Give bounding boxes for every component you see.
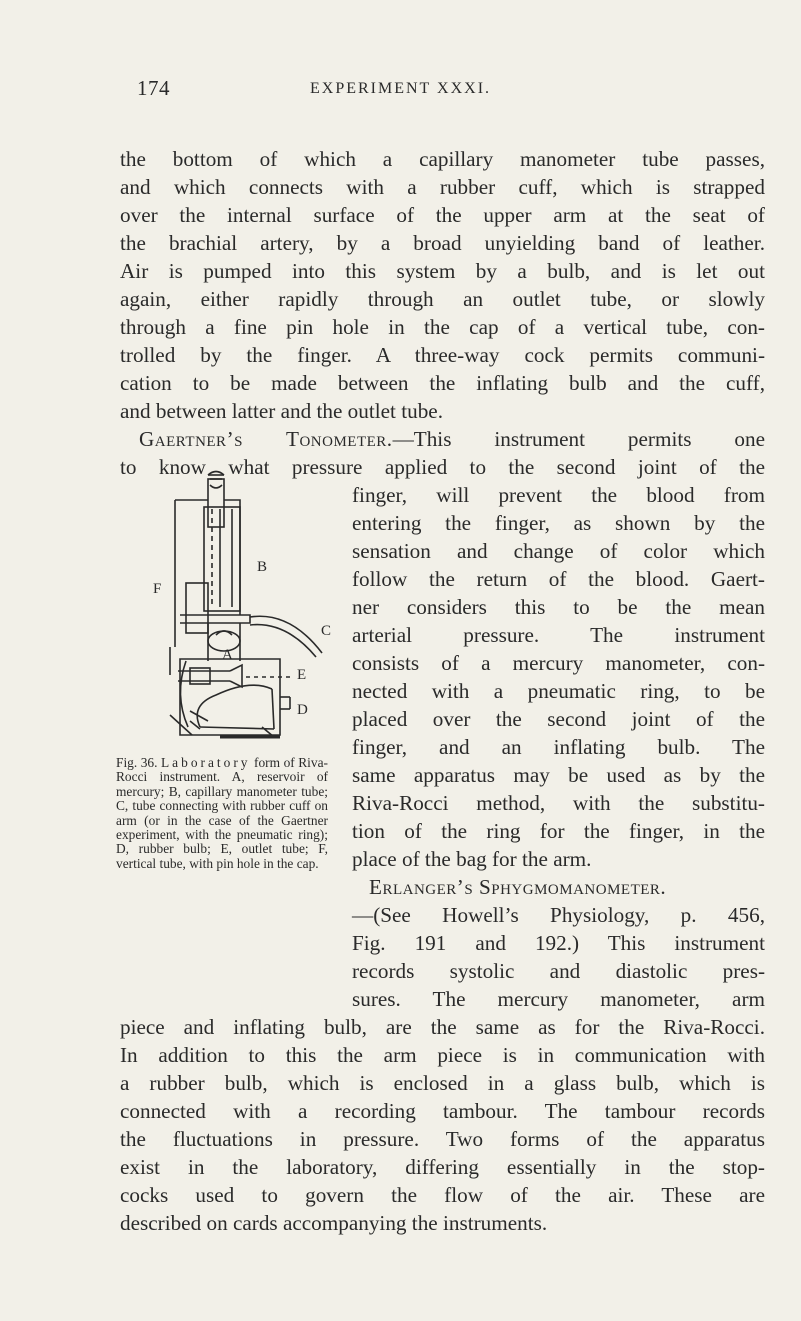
section-heading-erlanger: Erlanger’s Sphygmomanometer. <box>369 875 667 899</box>
text-line: to know what pressure applied to the second joint of the <box>120 455 765 479</box>
text-line: connected with a recording tambour. The tambour records <box>120 1099 765 1123</box>
text-line: the fluctuations in pressure. Two forms of the apparatus <box>120 1127 765 1151</box>
text-line: place of the bag for the arm. <box>352 847 592 871</box>
text-line: the bottom of which a capillary manometer tube passes, <box>120 147 765 171</box>
text-line: In addition to this the arm piece is in communication with <box>120 1043 765 1067</box>
text-line: Air is pumped into this system by a bulb, and is let out <box>120 259 765 283</box>
text-line: Riva-Rocci method, with the substitu- <box>352 791 765 815</box>
text-line: over the internal surface of the upper arm at the seat of <box>120 203 765 227</box>
text-line: sures. The mercury manometer, arm <box>352 987 765 1011</box>
text-line: and between latter and the outlet tube. <box>120 399 443 423</box>
text-line: trolled by the finger. A three-way cock permits communi- <box>120 343 765 367</box>
text-line: records systolic and diastolic pres- <box>352 959 765 983</box>
text-line: Fig. 191 and 192.) This instrument <box>352 931 765 955</box>
label-f: F <box>153 581 162 597</box>
text-line: nected with a pneumatic ring, to be <box>352 679 765 703</box>
text-line: arterial pressure. The instrument <box>352 623 765 647</box>
caption-spaced: Laboratory <box>161 755 251 770</box>
apparatus-drawing <box>150 465 342 747</box>
text-line: cation to be made between the inflating bulb and the cuff, <box>120 371 765 395</box>
caption-rest: form of Riva-Rocci instrument. A, reservoir of mercury; B, capillary manometer tube; C, tube connecting with rubber cuff on arm (or in the case of the Gaertner experiment, with the pneumatic ring); D, rubber bulb; E, outlet tube; F, vertical tube, with pin hole in the cap. <box>116 755 328 871</box>
text-line: entering the finger, as shown by the <box>352 511 765 535</box>
label-b: B <box>257 559 268 575</box>
figure-caption <box>116 756 328 871</box>
text-line: described on cards accompanying the instruments. <box>120 1211 548 1235</box>
text-line: ner considers this to be the mean <box>352 595 765 619</box>
text-line: the brachial artery, by a broad unyielding band of leather. <box>120 231 765 255</box>
text-run: —This instrument permits one <box>392 427 765 451</box>
text-line: placed over the second joint of the <box>352 707 765 731</box>
text-line: —(See Howell’s Physiology, p. 456, <box>352 903 765 927</box>
text-line: finger, will prevent the blood from <box>352 483 765 507</box>
text-line: same apparatus may be used as by the <box>352 763 765 787</box>
page-number: 174 <box>137 76 170 100</box>
label-a: A <box>222 647 233 663</box>
text-line: tion of the ring for the finger, in the <box>352 819 765 843</box>
text-line: consists of a mercury manometer, con- <box>352 651 765 675</box>
running-head: EXPERIMENT XXXI. <box>309 80 492 97</box>
text-line: cocks used to govern the flow of the air. These are <box>120 1183 765 1207</box>
text-line <box>139 425 765 453</box>
text-line: through a fine pin hole in the cap of a vertical tube, con- <box>120 315 765 339</box>
figure-36-riva-rocci-instrument <box>150 465 342 747</box>
text-line: again, either rapidly through an outlet tube, or slowly <box>120 287 765 311</box>
label-d: D <box>297 702 308 718</box>
section-heading-gaertner: Gaertner’s Tonometer. <box>139 427 393 451</box>
label-e: E <box>297 667 307 683</box>
text-line: follow the return of the blood. Gaert- <box>352 567 765 591</box>
text-line <box>369 873 765 901</box>
text-line: exist in the laboratory, differing essentially in the stop- <box>120 1155 765 1179</box>
text-line: a rubber bulb, which is enclosed in a glass bulb, which is <box>120 1071 765 1095</box>
text-line: piece and inflating bulb, are the same as for the Riva-Rocci. <box>120 1015 765 1039</box>
label-c: C <box>321 623 332 639</box>
text-line: sensation and change of color which <box>352 539 765 563</box>
caption-lead: Fig. 36. <box>116 755 158 770</box>
text-line: and which connects with a rubber cuff, which is strapped <box>120 175 765 199</box>
text-line: finger, and an inflating bulb. The <box>352 735 765 759</box>
